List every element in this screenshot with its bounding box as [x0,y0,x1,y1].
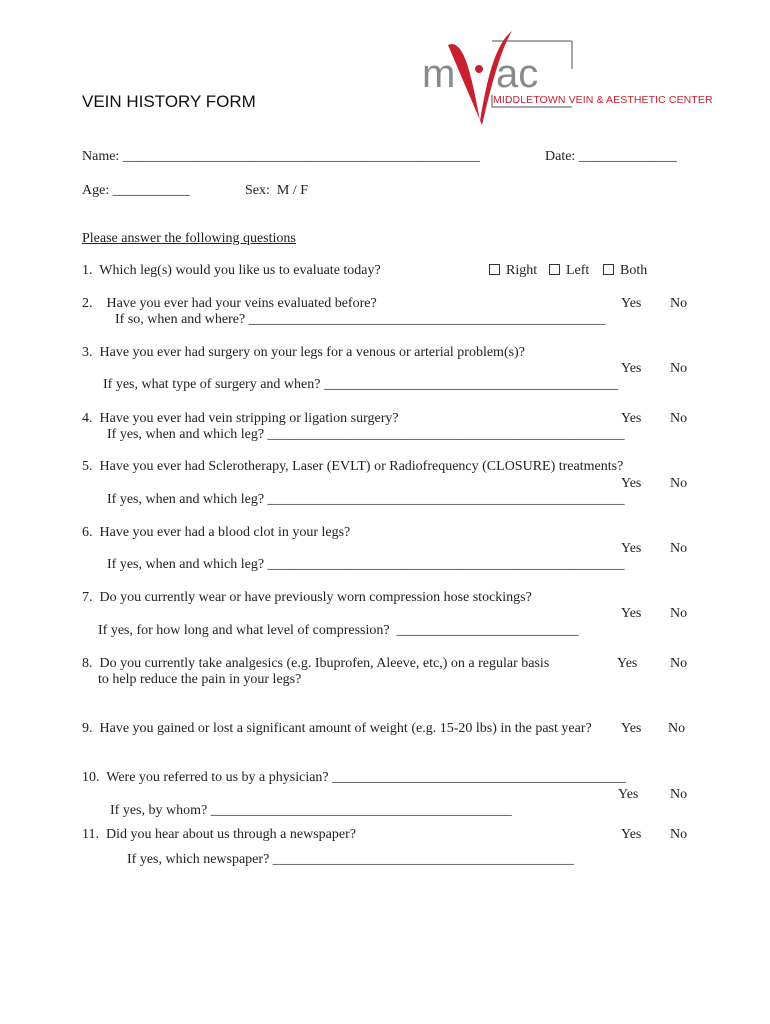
question-2-followup[interactable]: If so, when and where? ___________________________________________________ [115,312,606,327]
logo-letters-ac: ac [496,52,539,96]
q9-yes[interactable]: Yes [621,721,642,736]
question-9: 9. Have you gained or lost a significant amount of weight (e.g. 15-20 lbs) in the past year? [82,721,592,736]
logo-center-name: MIDDLETOWN VEIN & AESTHETIC CENTER [493,94,713,106]
question-7: 7. Do you currently wear or have previously worn compression hose stockings? [82,590,532,605]
question-4-followup[interactable]: If yes, when and which leg? ___________________________________________________ [107,427,625,442]
question-3: 3. Have you ever had surgery on your legs for a venous or arterial problem(s)? [82,345,525,360]
checkbox-right[interactable] [489,264,500,275]
question-3-followup[interactable]: If yes, what type of surgery and when? __________________________________________ [103,377,618,392]
q7-no[interactable]: No [670,606,688,621]
logo-letter-m: m [422,52,456,96]
question-2: 2. Have you ever had your veins evaluated before? [82,296,377,311]
option-left[interactable]: Left [549,263,589,279]
q2-no[interactable]: No [670,296,688,311]
checkbox-left[interactable] [549,264,560,275]
question-5-followup[interactable]: If yes, when and which leg? ___________________________________________________ [107,492,625,507]
question-8: 8. Do you currently take analgesics (e.g. Ibuprofen, Aleeve, etc,) on a regular basis [82,656,550,671]
question-10-followup[interactable]: If yes, by whom? ___________________________________________ [110,803,512,818]
question-7-followup[interactable]: If yes, for how long and what level of compression? __________________________ [98,623,579,638]
question-8-line2: to help reduce the pain in your legs? [98,672,302,687]
option-both[interactable]: Both [603,263,647,279]
q8-no[interactable]: No [670,656,688,671]
instructions: Please answer the following questions [82,231,296,246]
q3-no[interactable]: No [670,361,688,376]
q10-yes[interactable]: Yes [618,787,639,802]
q9-no[interactable]: No [668,721,686,736]
question-11-followup[interactable]: If yes, which newspaper? ___________________________________________ [127,852,574,867]
question-6-followup[interactable]: If yes, when and which leg? ___________________________________________________ [107,557,625,572]
q11-no[interactable]: No [670,827,688,842]
question-11: 11. Did you hear about us through a newspaper? [82,827,356,842]
q3-yes[interactable]: Yes [621,361,642,376]
question-10[interactable]: 10. Were you referred to us by a physician? __________________________________________ [82,770,627,785]
question-6: 6. Have you ever had a blood clot in your legs? [82,525,351,540]
logo-dot [475,65,483,73]
mvac-logo [422,25,713,125]
q6-yes[interactable]: Yes [621,541,642,556]
q2-yes[interactable]: Yes [621,296,642,311]
question-4: 4. Have you ever had vein stripping or ligation surgery? [82,411,399,426]
checkbox-both[interactable] [603,264,614,275]
question-5: 5. Have you ever had Sclerotherapy, Laser (EVLT) or Radiofrequency (CLOSURE) treatments? [82,459,624,474]
q5-no[interactable]: No [670,476,688,491]
logo-graphic [422,25,707,125]
sex-field[interactable]: Sex: M / F [245,183,309,198]
q4-yes[interactable]: Yes [621,411,642,426]
name-field[interactable]: Name: ___________________________________________________ [82,149,480,164]
q8-yes[interactable]: Yes [617,656,638,671]
option-right[interactable]: Right [489,263,537,279]
q10-no[interactable]: No [670,787,688,802]
question-1: 1. Which leg(s) would you like us to evaluate today? [82,263,381,278]
age-field[interactable]: Age: ___________ [82,183,190,198]
q4-no[interactable]: No [670,411,688,426]
q7-yes[interactable]: Yes [621,606,642,621]
q6-no[interactable]: No [670,541,688,556]
date-field[interactable]: Date: ______________ [545,149,677,164]
form-title: VEIN HISTORY FORM [82,92,256,111]
q5-yes[interactable]: Yes [621,476,642,491]
q11-yes[interactable]: Yes [621,827,642,842]
